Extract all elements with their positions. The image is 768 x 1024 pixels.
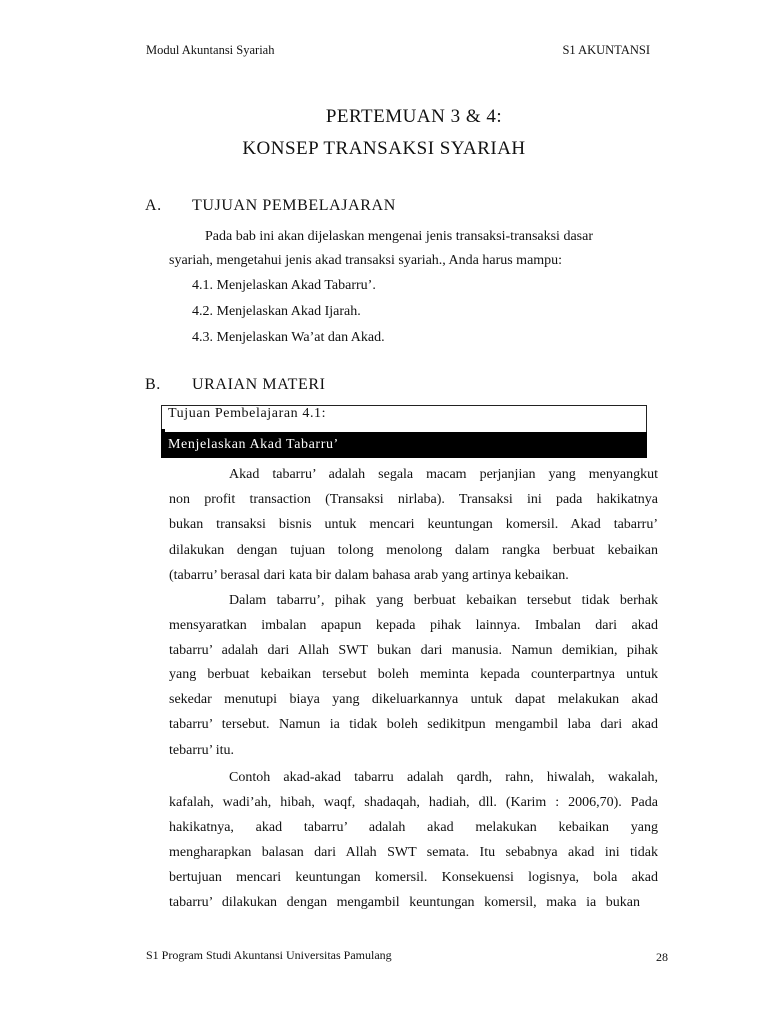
body-line: tabarru’ dilakukan dengan mengambil keuntungan komersil, maka ia bukan	[169, 895, 640, 910]
objective-box-label: Tujuan Pembelajaran 4.1:	[168, 406, 327, 421]
body-line: tebarru’ itu.	[169, 743, 235, 758]
section-b-heading: URAIAN MATERI	[192, 376, 326, 393]
body-line: non profit transaction (Transaksi nirlaba). Transaksi ini pada hakikatnya	[169, 492, 658, 507]
body-line: hakikatnya, akad tabarru’ adalah akad melakukan kebaikan yang	[169, 820, 658, 835]
body-line: mengharapkan balasan dari Allah SWT semata. Itu sebabnya akad ini tidak	[169, 845, 658, 860]
body-line: bertujuan mencari keuntungan komersil. Konsekuensi logisnya, bola akad	[169, 870, 658, 885]
objective-item: 4.1. Menjelaskan Akad Tabarru’.	[192, 278, 376, 293]
objective-item: 4.3. Menjelaskan Wa’at dan Akad.	[192, 330, 385, 345]
section-a-intro-line2: syariah, mengetahui jenis akad transaksi syariah., Anda harus mampu:	[169, 253, 563, 268]
body-line: dilakukan dengan tujuan tolong menolong dalam rangka berbuat kebaikan	[169, 543, 658, 558]
running-header-right: S1 AKUNTANSI	[562, 43, 650, 57]
box-corner-mark	[161, 429, 165, 434]
body-line: sekedar menutupi biaya yang dikeluarkannya untuk dapat melakukan akad	[169, 692, 658, 707]
body-line: mensyaratkan imbalan apapun kepada pihak lainnya. Imbalan dari akad	[169, 618, 658, 633]
chapter-title-line2: KONSEP TRANSAKSI SYARIAH	[242, 138, 526, 159]
body-line: bukan transaksi bisnis untuk mencari keuntungan komersil. Akad tabarru’	[169, 517, 658, 532]
body-line: tabarru’ adalah dari Allah SWT bukan dari manusia. Namun demikian, pihak	[169, 643, 658, 658]
section-a-intro-line1: Pada bab ini akan dijelaskan mengenai jenis transaksi-transaksi dasar	[205, 229, 593, 244]
section-b-letter: B.	[145, 376, 161, 393]
running-header-left: Modul Akuntansi Syariah	[146, 43, 275, 57]
objective-box-title: Menjelaskan Akad Tabarru’	[168, 437, 339, 452]
body-line: Contoh akad-akad tabarru adalah qardh, rahn, hiwalah, wakalah,	[229, 770, 658, 785]
objective-item: 4.2. Menjelaskan Akad Ijarah.	[192, 304, 361, 319]
chapter-title-line1: PERTEMUAN 3 & 4:	[325, 106, 503, 127]
body-line: kafalah, wadi’ah, hibah, waqf, shadaqah, hadiah, dll. (Karim : 2006,70). Pada	[169, 795, 658, 810]
section-a-letter: A.	[145, 197, 162, 214]
page-number: 28	[656, 950, 668, 964]
body-line: yang berbuat kebaikan tersebut boleh meminta kepada counterpartnya untuk	[169, 667, 658, 682]
body-line: Akad tabarru’ adalah segala macam perjanjian yang menyangkut	[229, 467, 658, 482]
body-line: tabarru’ tersebut. Namun ia tidak boleh sedikitpun mengambil laba dari akad	[169, 717, 658, 732]
body-line: Dalam tabarru’, pihak yang berbuat kebaikan tersebut tidak berhak	[229, 593, 658, 608]
section-a-heading: TUJUAN PEMBELAJARAN	[192, 197, 396, 214]
body-line: (tabarru’ berasal dari kata bir dalam bahasa arab yang artinya kebaikan.	[169, 568, 569, 583]
page-footer-text: S1 Program Studi Akuntansi Universitas Pamulang	[146, 948, 392, 962]
